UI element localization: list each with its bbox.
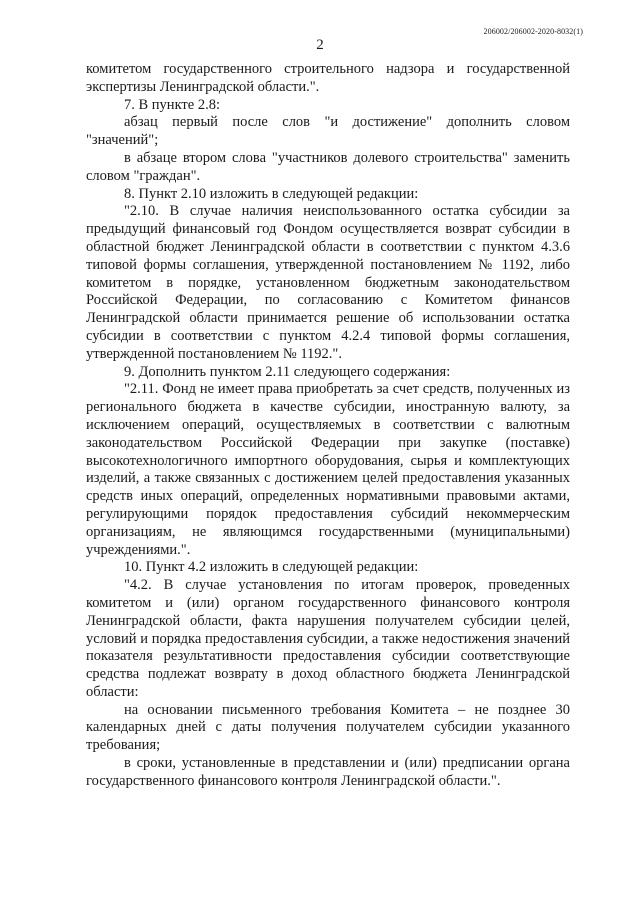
paragraph-item-7: 7. В пункте 2.8:	[124, 96, 220, 113]
document-body	[86, 61, 570, 791]
paragraph-item-10: 10. Пункт 4.2 изложить в следующей редакции:	[124, 559, 419, 576]
paragraph-deadline-1: на основании письменного требования Комитета – не позднее 30 календарных дней с даты получения получателем субсидии указанного требования;	[86, 701, 570, 754]
paragraph-clause-2-11: "2.11. Фонд не имеет права приобретать за счет средств, полученных из регионального бюджета в качестве субсидии, иностранную валюту, за исключением операций, осуществляемых в соответствии с валютным законодательством Российской Федерации при закупке (поставке) высокотехнологичного импортного оборудования, сырья и комплектующих изделий, а также связанных с достижением целей предоставления указанных средств иных операций, определенных нормативными правовыми актами, регулирующими порядок предоставления субсидий некоммерческим организациям, не являющимся государственными (муниципальными) учреждениями.".	[86, 381, 570, 558]
paragraph-abzac-1: абзац первый после слов "и достижение" дополнить словом "значений";	[86, 114, 570, 149]
paragraph-clause-4-2: "4.2. В случае установления по итогам проверок, проведенных комитетом и (или) органом государственного финансового контроля Ленинградской области, факта нарушения получателем субсидии целей, условий и порядка предоставления субсидии, а также недостижения значений показателя результативности предоставления субсидии соответствующие средства подлежат возврату в доход областного бюджета Ленинградской области:	[86, 577, 570, 700]
paragraph-clause-2-10: "2.10. В случае наличия неиспользованного остатка субсидии за предыдущий финансовый год Фондом осуществляется возврат субсидии в областной бюджет Ленинградской области в соответствии с пунктом 4.3.6 типовой формы соглашения, утвержденной постановлением № 1192, либо комитетом в порядке, установленном бюджетным законодательством Российской Федерации, по согласованию с Комитетом финансов Ленинградской области принимается решение об использовании остатка субсидии в соответствии с пунктом 4.2.4 типовой формы соглашения, утвержденной постановлением № 1192.".	[86, 203, 570, 362]
paragraph-abzac-2: в абзаце втором слова "участников долевого строительства" заменить словом "граждан".	[86, 149, 570, 184]
page-number: 2	[316, 37, 324, 53]
paragraph-item-8: 8. Пункт 2.10 изложить в следующей редакции:	[124, 185, 419, 202]
paragraph-item-9: 9. Дополнить пунктом 2.11 следующего содержания:	[124, 363, 451, 380]
document-id: 206002/206002-2020-8032(1)	[483, 27, 583, 36]
paragraph-deadline-2: в сроки, установленные в представлении и (или) предписании органа государственного финансового контроля Ленинградской области.".	[86, 755, 570, 789]
paragraph-continuation: комитетом государственного строительного надзора и государственной экспертизы Ленинградской области.".	[86, 61, 570, 95]
